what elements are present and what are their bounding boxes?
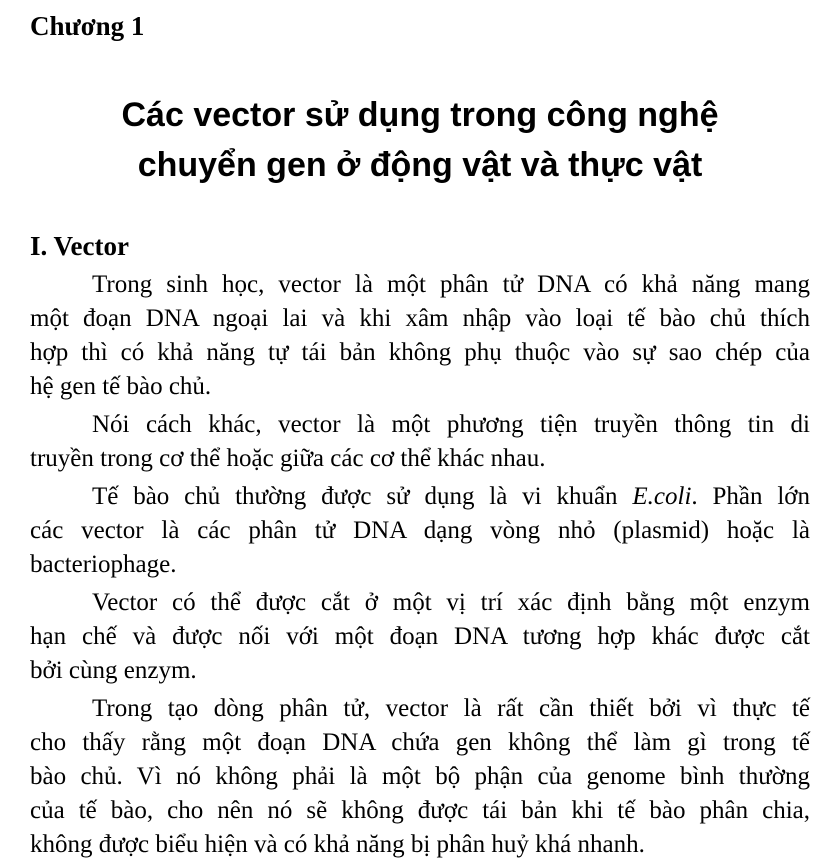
text-line: hợp thì có khả năng tự tái bản không phụ thuộc vào sự sao chép của: [30, 339, 810, 366]
text-line: Nói cách khác, vector là một phương tiện truyền thông tin di: [92, 411, 810, 438]
text-line: bào chủ. Vì nó không phải là một bộ phận của genome bình thường: [30, 763, 810, 790]
paragraph: [30, 586, 810, 688]
text-line: hệ gen tế bào chủ.: [30, 373, 212, 400]
section-heading: I. Vector: [30, 231, 129, 261]
text-line: một đoạn DNA ngoại lai và khi xâm nhập vào loại tế bào chủ thích: [30, 305, 810, 332]
body-text: [30, 268, 810, 866]
text-line: Trong sinh học, vector là một phân tử DNA có khả năng mang: [92, 271, 810, 298]
text-line: các vector là các phân tử DNA dạng vòng nhỏ (plasmid) hoặc là: [30, 517, 810, 544]
text-line: Vector có thể được cắt ở một vị trí xác định bằng một enzym: [92, 589, 810, 616]
paragraph: [30, 408, 810, 476]
paragraph: [30, 692, 810, 862]
text-line: bacteriophage.: [30, 551, 177, 578]
text-line: hạn chế và được nối với một đoạn DNA tương hợp khác được cắt: [30, 623, 810, 650]
chapter-label: Chương 1: [30, 11, 145, 41]
title-line-2: chuyển gen ở động vật và thực vật: [137, 146, 703, 184]
text-line: cho thấy rằng một đoạn DNA chứa gen không thể làm gì trong tế: [30, 729, 810, 756]
text-line: truyền trong cơ thể hoặc giữa các cơ thể khác nhau.: [30, 445, 546, 472]
text-line: không được biểu hiện và có khả năng bị phân huỷ khá nhanh.: [30, 831, 645, 858]
text-run: . Phần lớn: [691, 483, 810, 510]
text-line: Trong tạo dòng phân tử, vector là rất cần thiết bởi vì thực tế: [92, 695, 810, 722]
text-run: Tế bào chủ thường được sử dụng là vi khuẩn: [92, 483, 633, 510]
text-line: [30, 480, 810, 514]
title-line-1: Các vector sử dụng trong công nghệ: [121, 96, 719, 134]
paragraph: [30, 268, 810, 404]
page-title: [0, 90, 840, 190]
text-line: bởi cùng enzym.: [30, 657, 197, 684]
organism-name: E.coli: [632, 483, 692, 510]
paragraph: [30, 480, 810, 582]
text-line: của tế bào, cho nên nó sẽ không được tái bản khi tế bào phân chia,: [30, 797, 810, 824]
